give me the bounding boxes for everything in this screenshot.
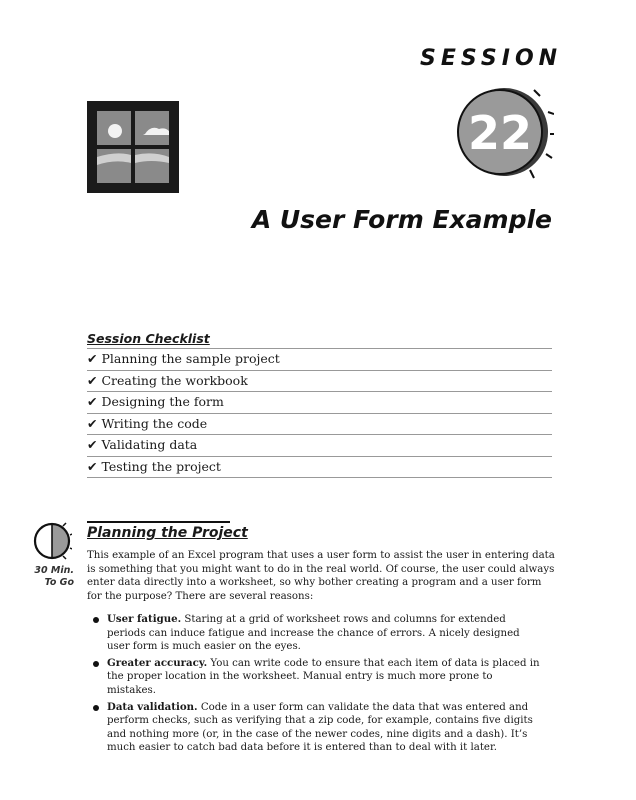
check-icon: ✔ [87,437,98,452]
bullet-icon [93,617,99,623]
time-remaining-label [24,565,74,589]
timer-line-2: To Go [44,577,74,588]
section-heading [87,521,248,541]
reason-term: User fatigue. [107,613,182,625]
reason-term: Data validation. [107,700,198,713]
intro-paragraph: This example of an Excel program that uses a user form to assist the user in entering data is something that you might want to do in the real world. Of course, the user could always enter data directly into a worksheet, so why bother creating a program and a user form for the purpose? There are several reasons: [87,550,555,602]
checklist-item [87,435,552,457]
check-icon: ✔ [87,394,98,409]
reason-text: You can write code to ensure that each item of data is placed in the proper location in the worksheet. Manual entry is much more prone to mistakes. [107,657,540,696]
session-label: SESSION [420,46,563,71]
timer-line-1: 30 Min. [34,565,74,576]
checklist-item [87,457,552,479]
reason-text: Code in a user form can validate the data that was entered and perform checks, such as verifying that a zip code, for example, contains five digits and nothing more (or, in the case of the newer codes, nine digits and a dash). It’s much easier to catch bad data before it is entered than to deal with it later. [107,701,533,754]
checklist-item [87,392,552,414]
session-number-badge [454,82,554,182]
checklist-item [87,349,552,371]
checklist-item [87,371,552,393]
checklist-heading: Session Checklist [87,330,552,349]
list-item [93,701,543,755]
session-number: 22 [467,106,533,160]
check-icon: ✔ [87,415,98,431]
chapter-title: A User Form Example [251,205,552,234]
check-icon: ✔ [87,458,98,474]
reason-text: Staring at a grid of worksheet rows and columns for extended periods can induce fatigue and increase the chance of errors. A nicely designed user form is much easier on the eyes. [107,614,520,653]
checklist-item-label: Testing the project [101,458,221,474]
checklist-item-label: Creating the workbook [101,372,248,388]
checklist-item [87,414,552,436]
list-item [93,613,543,654]
window-icon [87,101,179,193]
reasons-list [93,613,543,758]
session-checklist [87,330,552,478]
checklist-item-label: Planning the sample project [101,351,280,366]
bullet-icon [93,661,99,667]
checklist-item-label: Designing the form [101,394,224,409]
timer-icon [32,521,72,561]
check-icon: ✔ [87,351,98,366]
reason-term: Greater accuracy. [107,656,208,669]
list-item [93,657,543,698]
bullet-icon [93,705,99,711]
check-icon: ✔ [87,372,98,388]
checklist-item-label: Writing the code [101,415,208,431]
checklist-item-label: Validating data [101,437,198,452]
section-title: Planning the Project [87,525,248,541]
clock-badge-icon [454,82,554,182]
